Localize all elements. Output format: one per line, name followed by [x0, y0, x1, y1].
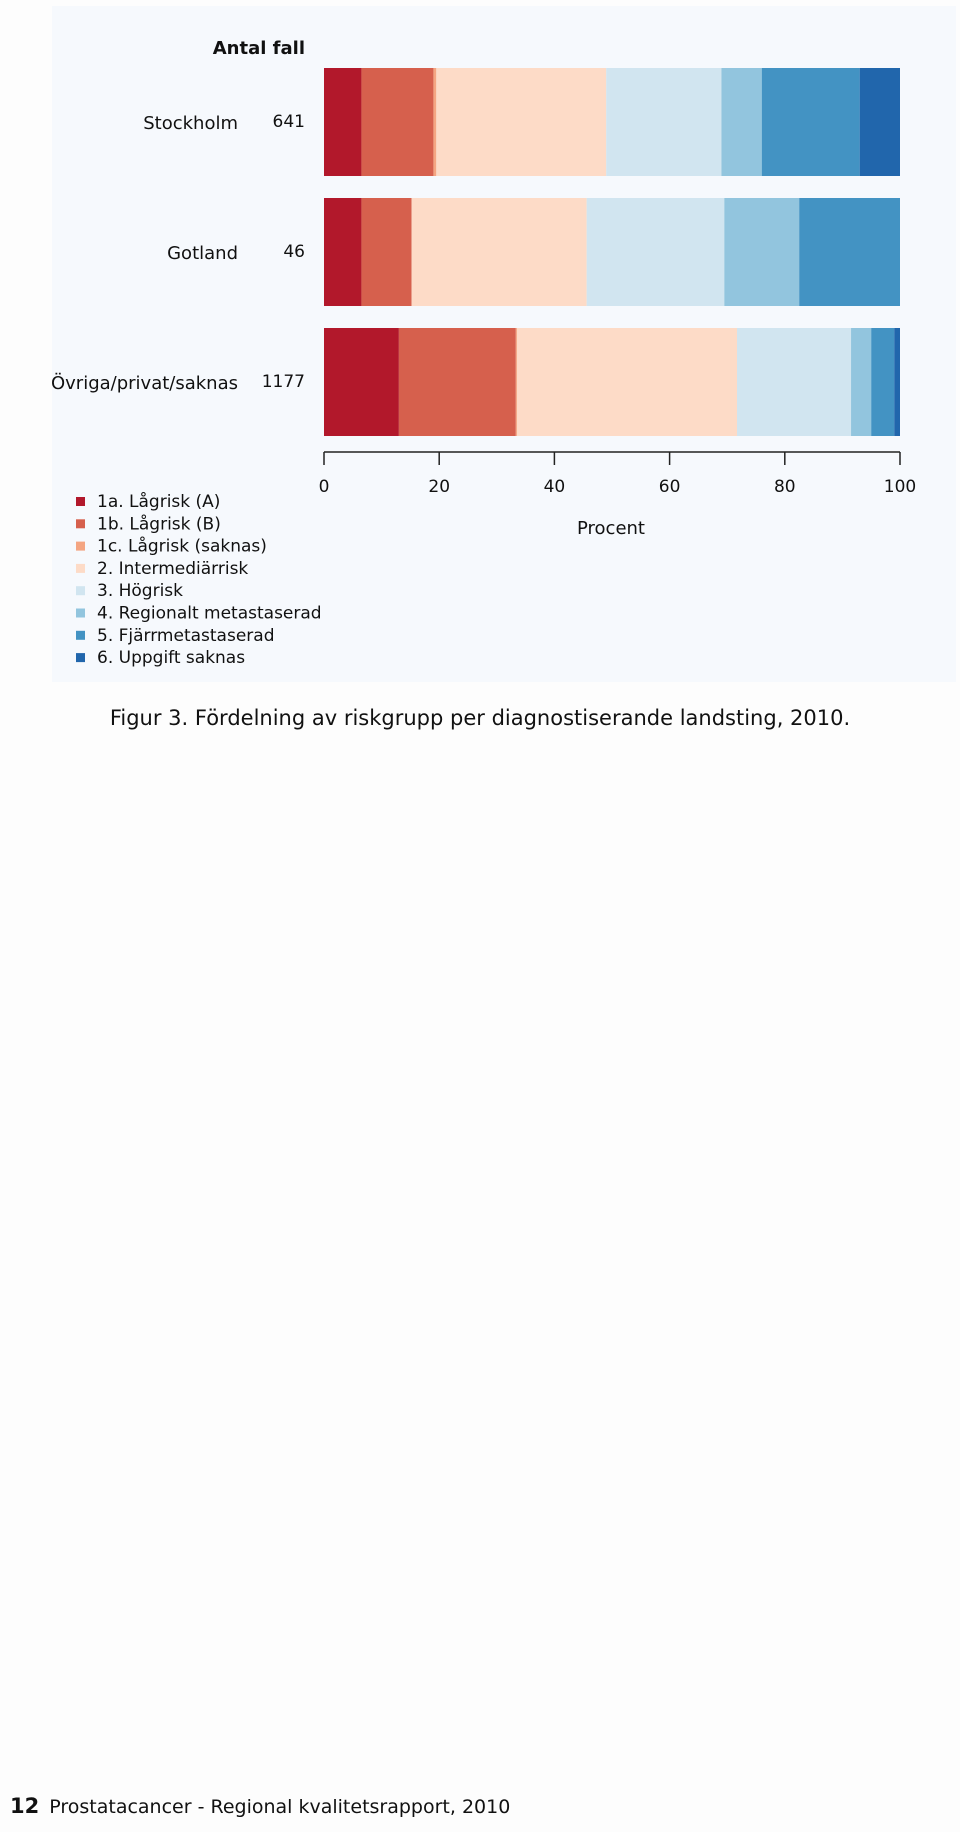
count-label: 46 [283, 242, 305, 262]
legend-swatch [76, 631, 85, 640]
bar-segment [517, 328, 737, 436]
legend [76, 491, 322, 668]
legend-swatch [76, 519, 85, 528]
bar-segment [324, 198, 361, 306]
bar-segment [433, 68, 436, 176]
bar-segment [737, 328, 851, 436]
bar-segment [361, 198, 411, 306]
x-axis [319, 452, 917, 497]
page-number: 12 [10, 1794, 40, 1818]
page-footer [10, 1794, 510, 1818]
count-header: Antal fall [212, 38, 305, 59]
legend-label: 1a. Lågrisk (A) [97, 492, 221, 512]
bar-segment [860, 68, 900, 176]
count-label: 641 [272, 112, 305, 132]
bar-segment [871, 328, 894, 436]
legend-label: 2. Intermediärrisk [97, 558, 249, 579]
x-tick-label: 100 [883, 477, 917, 497]
legend-swatch [76, 497, 85, 506]
bar-segment [324, 68, 361, 176]
x-tick-label: 80 [773, 477, 796, 497]
legend-label: 3. Högrisk [97, 581, 184, 602]
category-labels [51, 113, 238, 394]
stacked-bar-chart [0, 0, 960, 700]
category-label: Gotland [167, 243, 238, 264]
bar-segment [399, 328, 516, 436]
bar-segment [851, 328, 871, 436]
x-tick-label: 60 [658, 477, 681, 497]
legend-label: 5. Fjärrmetastaserad [97, 625, 275, 646]
bar-segment [324, 328, 399, 436]
bar-segment [762, 68, 860, 176]
footer-text: Prostatacancer - Regional kvalitetsrapport, 2010 [49, 1796, 511, 1818]
legend-swatch [76, 609, 85, 618]
bar-segment [894, 328, 900, 436]
count-labels [262, 112, 305, 392]
bar-segment [724, 198, 799, 306]
legend-label: 4. Regionalt metastaserad [97, 603, 322, 624]
count-label: 1177 [261, 372, 305, 392]
category-label: Övriga/privat/saknas [50, 373, 238, 394]
legend-swatch [76, 586, 85, 595]
x-tick-label: 20 [428, 477, 451, 497]
legend-label: 1c. Lågrisk (saknas) [97, 536, 267, 557]
x-tick-label: 40 [543, 477, 566, 497]
legend-swatch [76, 653, 85, 662]
bars-layer [324, 68, 900, 436]
legend-label: 6. Uppgift saknas [97, 648, 246, 669]
legend-label: 1b. Lågrisk (B) [97, 514, 221, 535]
figure-caption: Figur 3. Fördelning av riskgrupp per diagnostiserande landsting, 2010. [109, 706, 851, 730]
bar-segment [436, 68, 606, 176]
bar-segment [412, 198, 587, 306]
category-label: Stockholm [143, 113, 238, 134]
bar-segment [799, 198, 900, 306]
x-axis-label: Procent [577, 518, 645, 539]
bar-segment [361, 68, 433, 176]
x-tick-label: 0 [318, 477, 330, 497]
bar-segment [721, 68, 761, 176]
bar-segment [516, 328, 517, 436]
bar-segment [606, 68, 721, 176]
legend-swatch [76, 564, 85, 573]
bar-segment [587, 198, 725, 306]
legend-swatch [76, 542, 85, 551]
